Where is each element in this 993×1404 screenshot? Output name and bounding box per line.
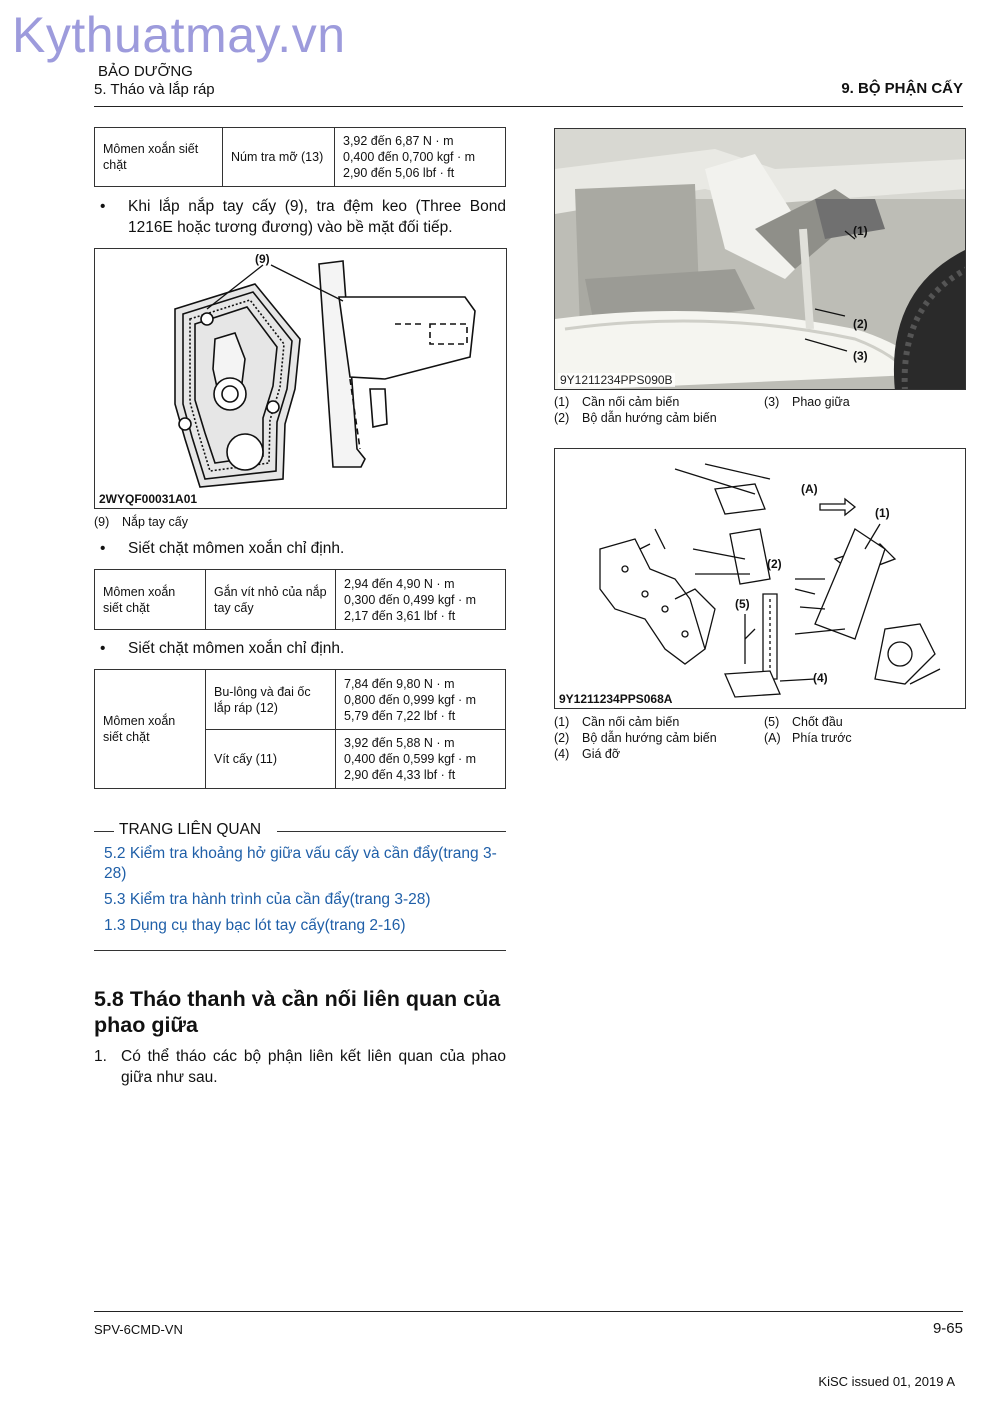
figure1-callout-9: (9) (255, 252, 270, 266)
footer-page-number: 9-65 (932, 1320, 963, 1337)
header-section: BẢO DƯỠNG (98, 63, 193, 80)
table-label: Mômen xoắn siết chặt (95, 128, 223, 187)
watermark-logo: Kythuatmay.vn (12, 7, 346, 63)
table-values: 3,92 đến 5,88 N · m 0,400 đến 0,599 kgf · m 2,90 đến 4,33 lbf · ft (336, 730, 506, 789)
footer-divider (94, 1311, 963, 1312)
photo-code: 9Y1211234PPS090B (560, 373, 673, 387)
header-divider (94, 106, 963, 107)
table-values: 7,84 đến 9,80 N · m 0,800 đến 0,999 kgf · m 5,79 đến 7,22 lbf · ft (336, 670, 506, 730)
table-values: 2,94 đến 4,90 N · m 0,300 đến 0,499 kgf · m 2,17 đến 3,61 lbf · ft (336, 570, 506, 630)
figure2-callout-4: (4) (813, 671, 828, 685)
figure-sensor-link-exploded (554, 448, 966, 709)
table-item: Gắn vít nhỏ của nắp tay cấy (206, 570, 336, 630)
related-pages-header (94, 820, 506, 840)
section-title: 5.8 Tháo thanh và cần nối liên quan của phao giữa (94, 987, 501, 1037)
legend-num: (9) (94, 515, 110, 529)
torque-table-grease-nipple (94, 127, 506, 187)
photo-callout-3: (3) (853, 349, 868, 363)
figure1-legend (94, 514, 188, 530)
figure2-callout-2: (2) (767, 557, 782, 571)
photo-callout-1: (1) (853, 224, 868, 238)
figure2-callout-A: (A) (801, 482, 818, 496)
figure2-code: 9Y1211234PPS068A (559, 692, 673, 706)
table-values: 3,92 đến 6,87 N · m 0,400 đến 0,700 kgf · m 2,90 đến 5,06 lbf · ft (335, 128, 506, 187)
related-link-5-2[interactable]: 5.2 Kiểm tra khoảng hở giữa vấu cấy và cần đẩy(trang 3-28) (104, 845, 497, 882)
related-pages-end-rule (94, 950, 506, 951)
torque-table-cover-screw (94, 569, 506, 630)
step-1: 1. Có thể tháo các bộ phận liên kết liên quan của phao giữa như sau. (94, 1048, 506, 1086)
bullet-torque-note-2: • Siết chặt mômen xoắn chỉ định. (100, 640, 345, 657)
planting-arm-cover-drawing (95, 249, 507, 509)
table-label: Mômen xoắn siết chặt (95, 670, 206, 789)
table-item: Bu-lông và đai ốc lắp ráp (12) (206, 670, 336, 730)
table-label: Mômen xoắn siết chặt (95, 570, 206, 630)
bullet-sealant-note: • Khi lắp nắp tay cấy (9), tra đệm keo (Three Bond 1216E hoặc tương đương) vào bề mặt đối tiếp. (100, 198, 506, 236)
bullet-torque-note-1: • Siết chặt mômen xoắn chỉ định. (100, 540, 345, 557)
photo-legend: (1) Cần nối cảm biến (3) Phao giữa (2) Bộ dẫn hướng cảm biến (554, 395, 850, 425)
related-pages-title: TRANG LIÊN QUAN (119, 821, 262, 838)
table-item: Vít cấy (11) (206, 730, 336, 789)
figure2-legend: (1) Cần nối cảm biến (5) Chốt đầu (2) Bộ dẫn hướng cảm biến (A) Phía trước (4) Giá đỡ (554, 715, 852, 761)
header-chapter: 9. BỘ PHẬN CẤY (841, 80, 963, 97)
related-pages-box (94, 820, 506, 936)
figure-planting-arm-cover (94, 248, 507, 509)
figure2-callout-1: (1) (875, 506, 890, 520)
photo-middle-float-linkage (554, 128, 966, 390)
header-subsection: 5. Tháo và lắp ráp (94, 81, 215, 98)
legend-label: Nắp tay cấy (122, 515, 189, 529)
footer-issued: KiSC issued 01, 2019 A (818, 1374, 955, 1389)
figure1-code: 2WYQF00031A01 (99, 492, 198, 506)
torque-table-bolts (94, 669, 506, 789)
photo-middle-float-image (555, 129, 966, 390)
photo-callout-2: (2) (853, 317, 868, 331)
table-item: Núm tra mỡ (13) (223, 128, 335, 187)
figure2-callout-5: (5) (735, 597, 750, 611)
related-link-1-3[interactable]: 1.3 Dụng cụ thay bạc lót tay cấy(trang 2-16) (104, 917, 406, 934)
related-link-5-3[interactable]: 5.3 Kiểm tra hành trình của cần đẩy(trang 3-28) (104, 891, 431, 908)
footer-doc-code: SPV-6CMD-VN (94, 1322, 183, 1337)
exploded-view-drawing (555, 449, 966, 709)
